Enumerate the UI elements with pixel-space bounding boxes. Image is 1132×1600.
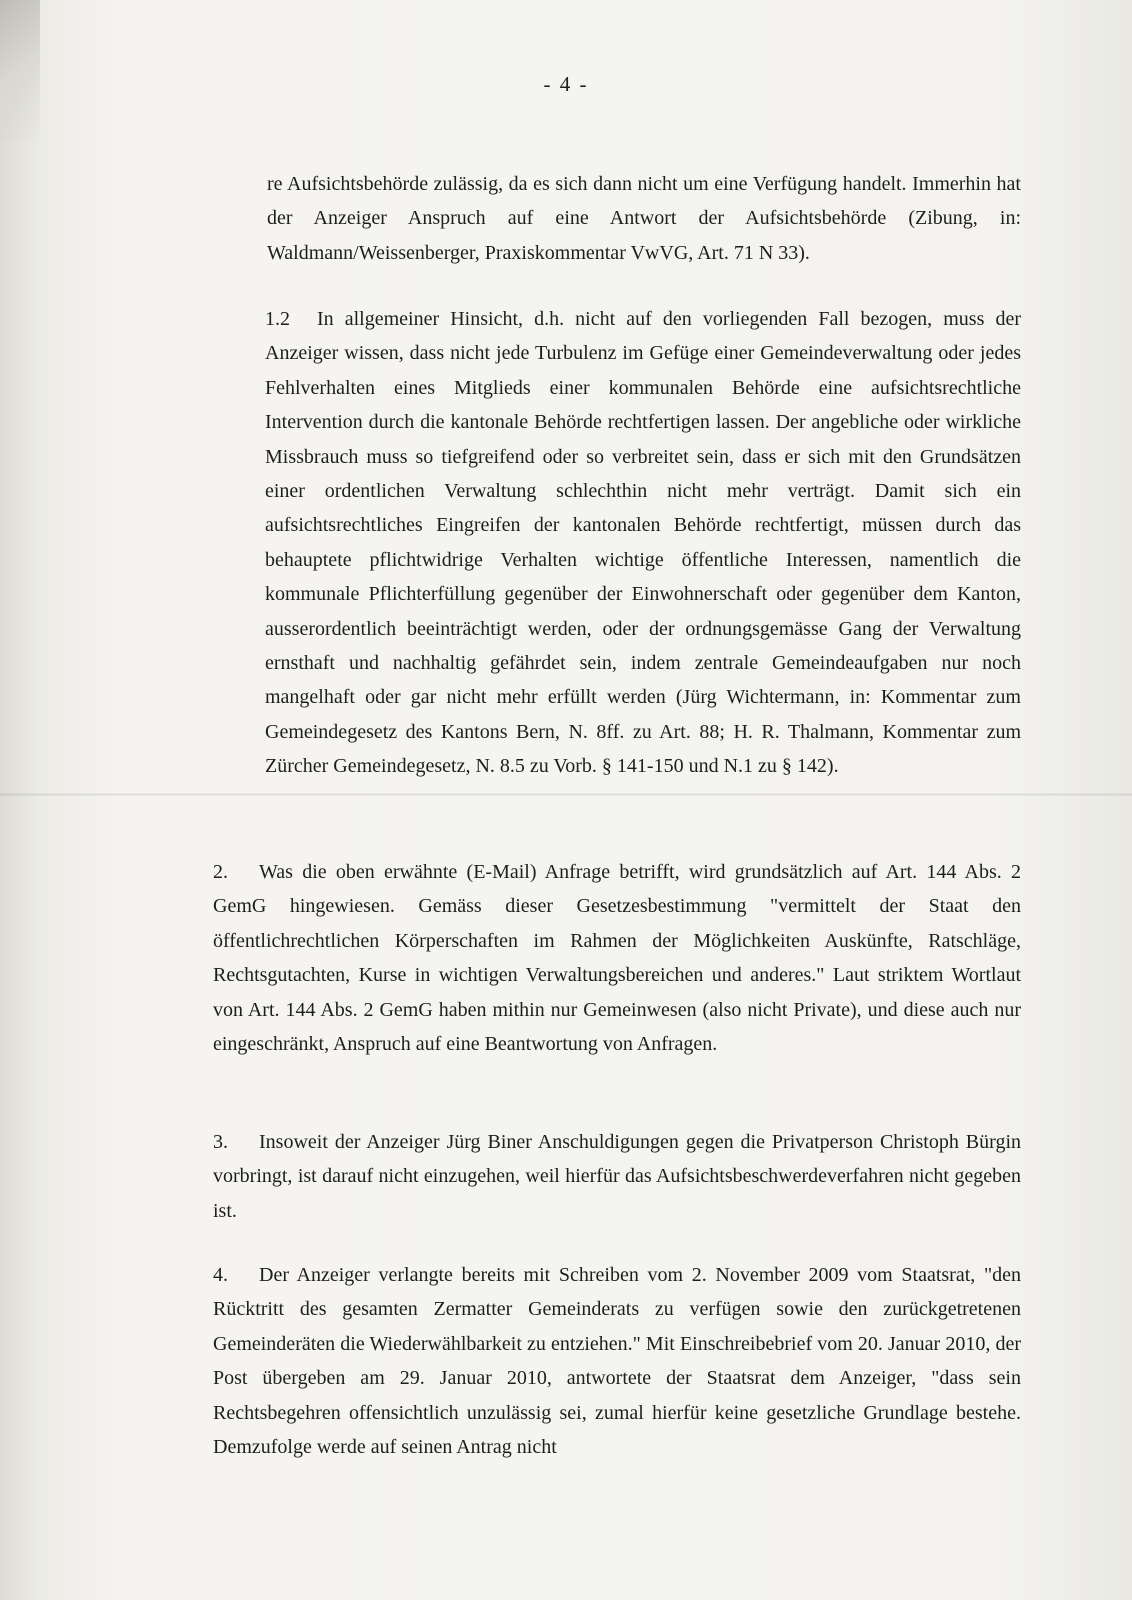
paragraph-2: [213, 855, 1021, 1061]
paragraph-text: Der Anzeiger verlangte bereits mit Schreiben vom 2. November 2009 vom Staatsrat, "den Rücktritt des gesamten Zermatter Gemeinderats zu verfügen sowie den zurückgetretenen Gemeinderäten die Wiederwählbarkeit zu entziehen." Mit Einschreibebrief vom 20. Januar 2010, der Post übergeben am 29. Januar 2010, antwortete der Staatsrat dem Anzeiger, "dass sein Rechtsbegehren offensichtlich unzulässig sei, zumal hierfür keine gesetzliche Grundlage bestehe. Demzufolge werde auf seinen Antrag nicht: [213, 1264, 1021, 1459]
paragraph-3: [213, 1125, 1021, 1228]
page-crease: [0, 793, 1132, 796]
paragraph-text: In allgemeiner Hinsicht, d.h. nicht auf den vorliegenden Fall bezogen, muss der Anzeiger wissen, dass nicht jede Turbulenz im Gefüge einer Gemeindeverwaltung oder jedes Fehlverhalten eines Mitglieds einer kommunalen Behörde eine aufsichtsrechtliche Intervention durch die kantonale Behörde rechtfertigen lassen. Der angebliche oder wirkliche Missbrauch muss so tiefgreifend oder so verbreitet sein, dass er sich mit den Grundsätzen einer ordentlichen Verwaltung schlechthin nicht mehr verträgt. Damit sich ein aufsichtsrechtliches Eingreifen der kantonalen Behörde rechtfertigt, müssen durch das behauptete pflichtwidrige Verhalten wichtige öffentliche Interessen, namentlich die kommunale Pflichterfüllung gegenüber der Einwohnerschaft oder gegenüber dem Kanton, ausserordentlich beeinträchtigt werden, oder der ordnungsgemässe Gang der Verwaltung ernsthaft und nachhaltig gefährdet sein, indem zentrale Gemeindeaufgaben nur noch mangelhaft oder gar nicht mehr erfüllt werden (Jürg Wichtermann, in: Kommentar zum Gemeindegesetz des Kantons Bern, N. 8ff. zu Art. 88; H. R. Thalmann, Kommentar zum Zürcher Gemeindegesetz, N. 8.5 zu Vorb. § 141-150 und N.1 zu § 142).: [265, 308, 1021, 778]
paragraph-1-2: [265, 302, 1021, 784]
paragraph-text: Insoweit der Anzeiger Jürg Biner Anschuldigungen gegen die Privatperson Christoph Bürgin vorbringt, ist darauf nicht einzugehen, weil hierfür das Aufsichtsbeschwerdeverfahren nicht gegeben ist.: [213, 1131, 1021, 1222]
paragraph-text: Was die oben erwähnte (E-Mail) Anfrage betrifft, wird grundsätzlich auf Art. 144 Abs. 2 GemG hingewiesen. Gemäss dieser Gesetzesbestimmung "vermittelt der Staat den öffentlichrechtlichen Körperschaften im Rahmen der Möglichkeiten Auskünfte, Ratschläge, Rechtsgutachten, Kurse in wichtigen Verwaltungsbereichen und anderes." Laut striktem Wortlaut von Art. 144 Abs. 2 GemG haben mithin nur Gemeinwesen (also nicht Private), und diese auch nur eingeschränkt, Anspruch auf eine Beantwortung von Anfragen.: [213, 861, 1021, 1056]
paragraph-number: 4.: [213, 1264, 228, 1286]
paragraph-number: 2.: [213, 861, 228, 883]
page-corner-fold: [0, 0, 40, 140]
paragraph-text: re Aufsichtsbehörde zulässig, da es sich dann nicht um eine Verfügung handelt. Immerhin hat der Anzeiger Anspruch auf eine Antwort der Aufsichtsbehörde (Zibung, in: Waldmann/Weissenberger, Praxiskommentar VwVG, Art. 71 N 33).: [267, 173, 1021, 264]
page-number: - 4 -: [543, 72, 589, 96]
paragraph-number: 1.2: [265, 308, 290, 330]
paragraph-4: [213, 1258, 1021, 1464]
paragraph-number: 3.: [213, 1131, 228, 1153]
paragraph-continuation: [267, 167, 1021, 270]
